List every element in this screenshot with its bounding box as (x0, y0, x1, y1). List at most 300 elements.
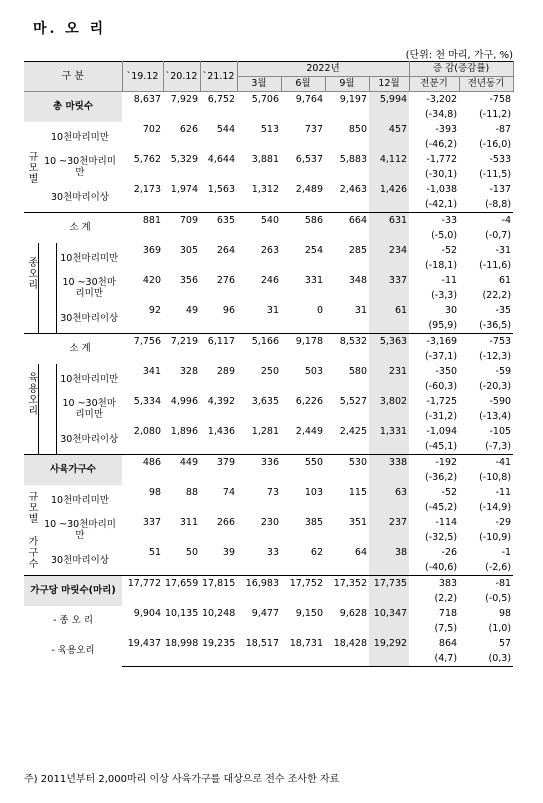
empty-cell (163, 228, 200, 243)
empty-cell (369, 470, 409, 485)
rate-cell: (-46,2) (425, 138, 458, 150)
empty-cell (122, 197, 163, 213)
value-cell: 369 (142, 244, 161, 256)
value-cell: -350 (435, 365, 458, 377)
value-cell: 92 (148, 304, 161, 316)
value-cell: 1,974 (170, 183, 198, 195)
value-cell: 513 (260, 123, 279, 135)
empty-cell (163, 288, 200, 303)
value-cell: 420 (142, 274, 161, 286)
value-cell: 1,896 (170, 425, 198, 437)
group-house-gyumo: 규모별 가구수 (26, 491, 37, 569)
empty-cell (122, 530, 163, 545)
empty-cell (200, 137, 237, 152)
value-cell: 530 (325, 455, 369, 471)
rate-cell: (-5,0) (431, 229, 458, 241)
value-cell: 5,334 (133, 395, 161, 407)
value-cell: 31 (266, 304, 279, 316)
value-cell: 3,802 (369, 394, 409, 409)
empty-cell (237, 379, 281, 394)
empty-cell (281, 621, 325, 636)
empty-cell (122, 651, 163, 667)
value-cell: 10,135 (165, 607, 199, 619)
value-cell: 6,537 (295, 153, 323, 165)
value-cell: 305 (179, 244, 198, 256)
value-cell: -31 (495, 244, 512, 256)
value-cell: 250 (260, 365, 279, 377)
value-cell: 4,112 (369, 152, 409, 167)
empty-cell (163, 197, 200, 213)
value-cell: 5,329 (170, 153, 198, 165)
empty-cell (325, 197, 369, 213)
value-cell: 18,731 (289, 637, 323, 649)
value-cell: -1,772 (426, 153, 458, 165)
empty-cell (163, 500, 200, 515)
value-cell: 276 (216, 274, 235, 286)
value-cell: 503 (304, 365, 323, 377)
value-cell: 5,762 (133, 153, 161, 165)
value-cell: 2,449 (295, 425, 323, 437)
value-cell: 62 (310, 546, 323, 558)
empty-cell (281, 107, 325, 122)
value-cell: 5,706 (237, 92, 281, 108)
empty-cell (281, 409, 325, 424)
empty-cell (200, 107, 237, 122)
value-cell: 351 (348, 516, 367, 528)
value-cell: 31 (354, 304, 367, 316)
value-cell: 51 (148, 546, 161, 558)
value-cell: 9,197 (325, 92, 369, 108)
rate-cell: (-31,2) (425, 410, 458, 422)
header-month-6: 6월 (281, 77, 325, 92)
empty-cell (237, 409, 281, 424)
header-month-12: 12월 (369, 77, 409, 92)
value-cell: 338 (369, 455, 409, 471)
value-cell: 341 (142, 365, 161, 377)
value-cell: 73 (266, 486, 279, 498)
value-cell: 7,756 (122, 334, 163, 350)
value-cell: 8,637 (122, 92, 163, 108)
row-label-g2: 10 ~30천마리미만 (44, 156, 116, 178)
empty-cell (325, 651, 369, 667)
empty-cell (163, 530, 200, 545)
rate-cell: (-40,6) (425, 561, 458, 573)
value-cell: 449 (163, 455, 200, 471)
row-label-y3: 30천마리이상 (56, 424, 122, 455)
empty-cell (369, 167, 409, 182)
value-cell: 9,150 (295, 607, 323, 619)
empty-cell (369, 228, 409, 243)
value-cell: 19,235 (202, 637, 236, 649)
empty-cell (281, 318, 325, 334)
value-cell: 2,489 (295, 183, 323, 195)
empty-cell (237, 258, 281, 273)
empty-cell (281, 258, 325, 273)
value-cell: 57 (498, 637, 512, 649)
value-cell: 2,080 (133, 425, 161, 437)
empty-cell (200, 591, 237, 606)
rate-cell: (-20,3) (479, 380, 512, 392)
value-cell: 2,463 (339, 183, 367, 195)
empty-cell (237, 621, 281, 636)
rate-cell: (-8,8) (485, 198, 512, 210)
header-month-9: 9월 (325, 77, 369, 92)
footnote: 주) 2011년부터 2,000마리 이상 사육가구를 대상으로 전수 조사한 자료 (24, 774, 340, 785)
row-label-h1: 10천마리미만 (51, 494, 109, 506)
value-cell: 18,517 (245, 637, 279, 649)
value-cell: 586 (281, 213, 325, 229)
empty-cell (369, 107, 409, 122)
rate-cell: (-36,5) (479, 319, 512, 331)
value-cell: 17,752 (281, 576, 325, 592)
empty-cell (237, 470, 281, 485)
value-cell: 10,248 (202, 607, 236, 619)
value-cell: 9,628 (339, 607, 367, 619)
value-cell: 544 (216, 123, 235, 135)
value-cell: 2,425 (339, 425, 367, 437)
value-cell: 231 (369, 364, 409, 379)
rate-cell: (-42,1) (425, 198, 458, 210)
value-cell: 74 (222, 486, 235, 498)
row-label-g3: 30천마리이상 (51, 191, 109, 203)
row-label-h3: 30천마리이상 (51, 554, 109, 566)
empty-cell (325, 107, 369, 122)
empty-cell (237, 530, 281, 545)
rate-cell: (-10,9) (479, 531, 512, 543)
rate-cell: (-13,4) (479, 410, 512, 422)
value-cell: 30 (444, 304, 458, 316)
value-cell: 9,904 (133, 607, 161, 619)
row-label-p0: 가구당 마릿수(마리) (24, 576, 122, 607)
value-cell: 230 (260, 516, 279, 528)
empty-cell (163, 470, 200, 485)
rate-cell: (-45,1) (425, 440, 458, 452)
empty-cell (369, 530, 409, 545)
value-cell: 49 (185, 304, 198, 316)
value-cell: 709 (163, 213, 200, 229)
value-cell: 246 (260, 274, 279, 286)
empty-cell (369, 591, 409, 606)
value-cell: 0 (316, 304, 323, 316)
empty-cell (325, 379, 369, 394)
value-cell: 580 (348, 365, 367, 377)
value-cell: 348 (348, 274, 367, 286)
value-cell: 5,994 (369, 92, 409, 108)
value-cell: 1,426 (369, 182, 409, 197)
empty-cell (237, 167, 281, 182)
value-cell: -1 (501, 546, 512, 558)
value-cell: -1,094 (426, 425, 458, 437)
value-cell: 626 (179, 123, 198, 135)
rate-cell: (4,7) (409, 651, 459, 667)
duck-stats-table (24, 61, 514, 667)
value-cell: 8,532 (325, 334, 369, 350)
row-label-j0: 소 계 (38, 213, 122, 244)
empty-cell (325, 500, 369, 515)
value-cell: -753 (459, 334, 513, 350)
value-cell: 457 (369, 122, 409, 137)
empty-cell (200, 651, 237, 667)
value-cell: 289 (216, 365, 235, 377)
empty-cell (281, 167, 325, 182)
value-cell: -4 (459, 213, 513, 229)
row-label-j1: 10천마리미만 (56, 243, 122, 273)
rate-cell: (-36,2) (425, 471, 458, 483)
value-cell: 337 (142, 516, 161, 528)
value-cell: 264 (216, 244, 235, 256)
empty-cell (281, 500, 325, 515)
value-cell: 6,117 (200, 334, 237, 350)
empty-cell (122, 591, 163, 606)
value-cell: -52 (441, 244, 458, 256)
empty-cell (163, 137, 200, 152)
value-cell: 631 (369, 213, 409, 229)
empty-cell (369, 560, 409, 576)
empty-cell (122, 560, 163, 576)
value-cell: 9,764 (281, 92, 325, 108)
empty-cell (281, 349, 325, 364)
empty-cell (281, 651, 325, 667)
value-cell: 311 (179, 516, 198, 528)
value-cell: 737 (304, 123, 323, 135)
value-cell: -26 (441, 546, 458, 558)
value-cell: 88 (185, 486, 198, 498)
row-label-h0: 사육가구수 (24, 455, 122, 486)
rate-cell: (2,2) (434, 592, 458, 604)
empty-cell (163, 560, 200, 576)
value-cell: 9,477 (251, 607, 279, 619)
value-cell: -35 (495, 304, 512, 316)
indent-spacer (38, 364, 56, 455)
row-label-p2: - 육용오리 (51, 645, 95, 657)
header-gu: 구 분 (24, 62, 122, 92)
empty-cell (200, 349, 237, 364)
empty-cell (325, 288, 369, 303)
header-prev-quarter: 전분기 (409, 77, 459, 92)
value-cell: -393 (435, 123, 458, 135)
empty-cell (200, 288, 237, 303)
value-cell: 10,347 (369, 606, 409, 621)
header-prev-year: 전년동기 (459, 77, 513, 92)
empty-cell (325, 228, 369, 243)
row-label-h2: 10 ~30천마리미만 (44, 519, 116, 541)
value-cell: 881 (122, 213, 163, 229)
value-cell: 328 (179, 365, 198, 377)
value-cell: -533 (489, 153, 512, 165)
empty-cell (237, 651, 281, 667)
group-yuk: 육용오리 (24, 334, 38, 455)
rate-cell: (-11,6) (479, 259, 512, 271)
value-cell: 18,998 (165, 637, 199, 649)
rate-cell: (-30,1) (425, 168, 458, 180)
rate-cell: (-18,1) (425, 259, 458, 271)
empty-cell (369, 258, 409, 273)
empty-cell (369, 500, 409, 515)
empty-cell (122, 167, 163, 182)
value-cell: -11 (495, 486, 512, 498)
empty-cell (200, 439, 237, 455)
empty-cell (163, 621, 200, 636)
value-cell: 19,292 (369, 636, 409, 651)
empty-cell (325, 409, 369, 424)
value-cell: 237 (369, 515, 409, 530)
value-cell: 356 (179, 274, 198, 286)
value-cell: 9,178 (281, 334, 325, 350)
empty-cell (200, 318, 237, 334)
rate-cell: (-45,2) (425, 501, 458, 513)
header-2022: 2022년 (237, 62, 409, 77)
value-cell: 50 (185, 546, 198, 558)
empty-cell (369, 651, 409, 667)
value-cell: 1,312 (251, 183, 279, 195)
empty-cell (200, 470, 237, 485)
value-cell: 1,436 (207, 425, 235, 437)
empty-cell (237, 560, 281, 576)
value-cell: 266 (216, 516, 235, 528)
header-year-2: `20.12 (163, 62, 200, 92)
value-cell: 17,352 (325, 576, 369, 592)
empty-cell (122, 379, 163, 394)
empty-cell (122, 621, 163, 636)
empty-cell (163, 379, 200, 394)
value-cell: 718 (438, 607, 458, 619)
empty-cell (200, 560, 237, 576)
empty-cell (369, 349, 409, 364)
empty-cell (163, 409, 200, 424)
empty-cell (325, 349, 369, 364)
value-cell: 63 (369, 485, 409, 500)
rate-cell: (-12,3) (479, 350, 512, 362)
value-cell: 540 (237, 213, 281, 229)
row-label-total: 총 마릿수 (24, 92, 122, 123)
value-cell: -137 (489, 183, 512, 195)
value-cell: 17,735 (369, 576, 409, 592)
empty-cell (122, 409, 163, 424)
rate-cell: (-3,3) (431, 289, 458, 301)
rate-cell: (-60,3) (425, 380, 458, 392)
empty-cell (237, 107, 281, 122)
value-cell: -52 (441, 486, 458, 498)
rate-cell: (0,3) (459, 651, 513, 667)
value-cell: 285 (348, 244, 367, 256)
value-cell: -11 (441, 274, 458, 286)
rate-cell: (-7,3) (485, 440, 512, 452)
value-cell: 4,996 (170, 395, 198, 407)
empty-cell (200, 621, 237, 636)
value-cell: 5,883 (339, 153, 367, 165)
rate-cell: (-2,6) (485, 561, 512, 573)
value-cell: -59 (495, 365, 512, 377)
empty-cell (237, 137, 281, 152)
empty-cell (200, 530, 237, 545)
row-label-g1: 10천마리미만 (51, 131, 109, 143)
empty-cell (200, 258, 237, 273)
empty-cell (200, 409, 237, 424)
empty-cell (325, 470, 369, 485)
empty-cell (163, 439, 200, 455)
value-cell: 337 (369, 273, 409, 288)
empty-cell (325, 591, 369, 606)
rate-cell: (7,5) (434, 622, 458, 634)
empty-cell (325, 258, 369, 273)
value-cell: -3,202 (409, 92, 459, 108)
value-cell: 254 (304, 244, 323, 256)
empty-cell (122, 318, 163, 334)
rate-cell: (-16,0) (479, 138, 512, 150)
value-cell: 336 (237, 455, 281, 471)
empty-cell (122, 107, 163, 122)
value-cell: 702 (142, 123, 161, 135)
empty-cell (369, 439, 409, 455)
value-cell: 5,166 (237, 334, 281, 350)
value-cell: 18,428 (333, 637, 367, 649)
empty-cell (200, 167, 237, 182)
empty-cell (369, 318, 409, 334)
empty-cell (281, 137, 325, 152)
empty-cell (163, 349, 200, 364)
value-cell: 61 (369, 303, 409, 318)
indent-spacer (38, 243, 56, 334)
value-cell: 16,983 (237, 576, 281, 592)
value-cell: -33 (409, 213, 459, 229)
empty-cell (200, 379, 237, 394)
value-cell: -192 (409, 455, 459, 471)
rate-cell: (-0,7) (485, 229, 512, 241)
empty-cell (325, 137, 369, 152)
value-cell: 5,363 (369, 334, 409, 350)
rate-cell: (-32,5) (425, 531, 458, 543)
value-cell: -81 (459, 576, 513, 592)
row-label-y1: 10천마리미만 (56, 364, 122, 394)
empty-cell (237, 197, 281, 213)
empty-cell (163, 258, 200, 273)
empty-cell (200, 500, 237, 515)
empty-cell (122, 228, 163, 243)
rate-cell: (-34,8) (425, 108, 458, 120)
empty-cell (325, 167, 369, 182)
value-cell: 331 (304, 274, 323, 286)
value-cell: 96 (222, 304, 235, 316)
value-cell: 5,527 (339, 395, 367, 407)
value-cell: 7,219 (163, 334, 200, 350)
value-cell: -105 (489, 425, 512, 437)
value-cell: -1,038 (426, 183, 458, 195)
empty-cell (200, 228, 237, 243)
value-cell: 64 (354, 546, 367, 558)
empty-cell (369, 197, 409, 213)
value-cell: 1,281 (251, 425, 279, 437)
rate-cell: (95,9) (428, 319, 458, 331)
empty-cell (281, 560, 325, 576)
empty-cell (237, 591, 281, 606)
value-cell: 4,644 (207, 153, 235, 165)
empty-cell (122, 288, 163, 303)
value-cell: 864 (438, 637, 458, 649)
rate-cell: (-11,2) (479, 108, 512, 120)
value-cell: -758 (459, 92, 513, 108)
rate-cell: (-10,8) (479, 471, 512, 483)
empty-cell (369, 137, 409, 152)
value-cell: 850 (348, 123, 367, 135)
empty-cell (281, 288, 325, 303)
row-label-p1: - 종 오 리 (52, 615, 94, 626)
value-cell: -1,725 (426, 395, 458, 407)
empty-cell (325, 621, 369, 636)
value-cell: 3,881 (251, 153, 279, 165)
value-cell: -590 (489, 395, 512, 407)
value-cell: 98 (148, 486, 161, 498)
empty-cell (163, 591, 200, 606)
